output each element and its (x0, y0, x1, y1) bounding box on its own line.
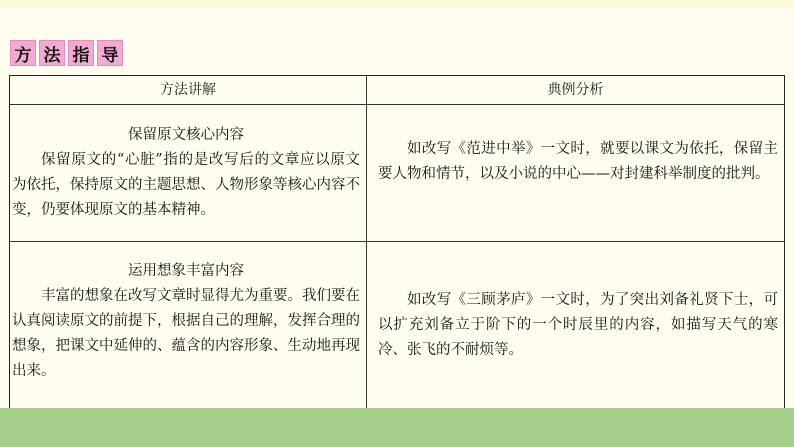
footer-band (0, 408, 794, 447)
header-example-analysis: 典例分析 (547, 82, 604, 98)
column-divider (366, 76, 367, 409)
table-row-2-right (378, 288, 778, 363)
table-row-1-right (378, 137, 778, 187)
title-char: 指 (68, 40, 94, 66)
row-divider (10, 241, 784, 242)
row-2-example: 如改写《三顾茅庐》一文时，为了突出刘备礼贤下士，可以扩充刘备立于阶下的一个时辰里的内容，如描写天气的寒冷、张飞的不耐烦等。 (378, 292, 778, 358)
row-1-explanation: 保留原文的“心脏”指的是改写后的文章应以原文为依托，保持原文的主题思想、人物形象等核心内容不变，仍要体现原文的基本精神。 (12, 152, 360, 218)
title-char: 方 (10, 40, 36, 66)
top-strip (0, 0, 794, 8)
row-1-example: 如改写《范进中举》一文时，就要以课文为依托，保留主要人物和情节，以及小说的中心——对封建科举制度的批判。 (378, 141, 778, 182)
table-row-1-left (12, 123, 360, 223)
row-2-explanation: 丰富的想象在改写文章时显得尤为重要。我们要在认真阅读原文的前提下，根据自己的理解，发挥合理的想象，把课文中延伸的、蕴含的内容形象、生动地再现出来。 (12, 288, 360, 379)
row-1-heading: 保留原文核心内容 (128, 127, 244, 143)
title-char: 法 (39, 40, 65, 66)
method-table (9, 75, 785, 410)
section-title (10, 40, 123, 66)
header-divider (10, 104, 784, 105)
title-char: 导 (97, 40, 123, 66)
table-row-2-left (12, 259, 360, 384)
row-2-heading: 运用想象丰富内容 (128, 263, 244, 279)
header-method-explanation: 方法讲解 (160, 82, 216, 98)
